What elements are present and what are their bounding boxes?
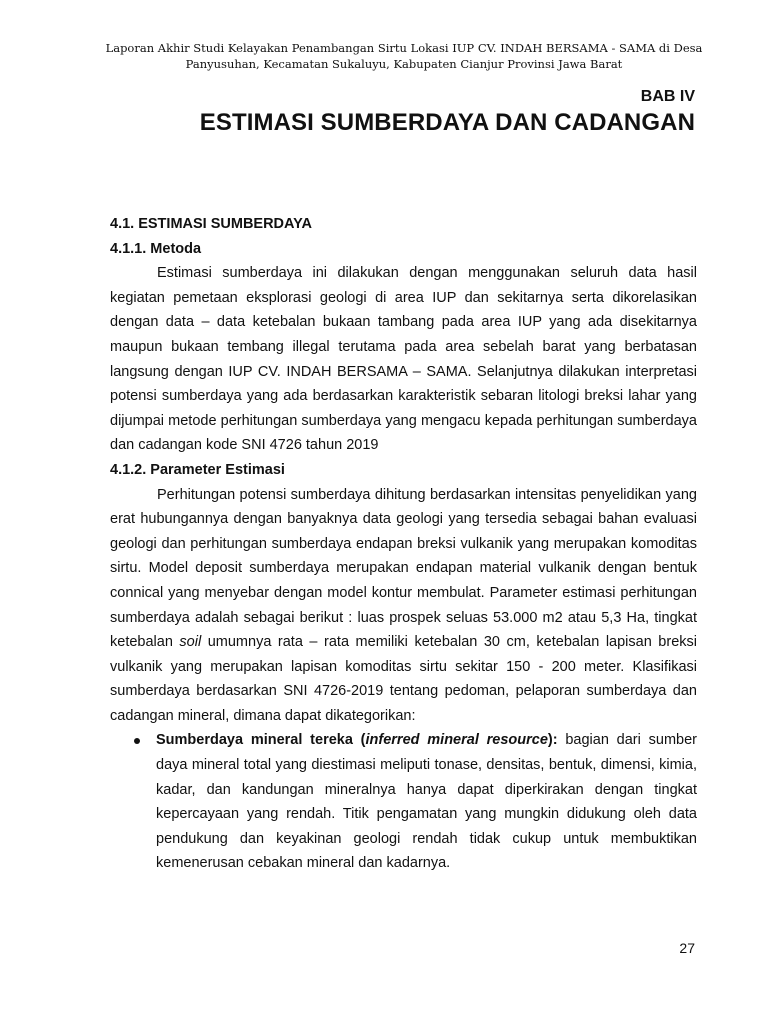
paragraph-parameter-italic-soil: soil bbox=[179, 634, 202, 651]
paragraph-parameter bbox=[110, 483, 697, 729]
paragraph-parameter-text-b: umumnya rata – rata memiliki ketebalan 30 cm, ketebalan lapisan breksi vulkanik yang merupakan lapisan komoditas sirtu sekitar 150 - 200 meter. Klasifikasi sumberdaya berdasarkan SNI 4726-2019 tentang pedoman, pelaporan sumberdaya dan cadangan mineral, dimana dapat dikategorikan: bbox=[110, 634, 697, 724]
bullet-icon bbox=[134, 738, 140, 744]
classification-list bbox=[110, 728, 697, 876]
running-header-line-2: Panyusuhan, Kecamatan Sukaluyu, Kabupaten Cianjur Provinsi Jawa Barat bbox=[185, 57, 623, 71]
paragraph-parameter-text-a: Perhitungan potensi sumberdaya dihitung berdasarkan intensitas penyelidikan yang erat hubungannya dengan banyaknya data geologi yang tersedia sebagai bahan evaluasi geologi dan perhitungan sumberdaya endapan breksi vulkanik yang merupakan komoditas sirtu. Model deposit sumberdaya merupakan endapan material vulkanik dengan bentuk connical yang menyebar dengan model kontur membulat. Parameter estimasi perhitungan sumberdaya adalah sebagai berikut : luas prospek seluas 53.000 m2 atau 5,3 Ha, tingkat ketebalan bbox=[110, 486, 697, 651]
list-item bbox=[110, 728, 697, 876]
document-body bbox=[110, 212, 697, 876]
page-number: 27 bbox=[679, 940, 695, 956]
paragraph-metoda: Estimasi sumberdaya ini dilakukan dengan menggunakan seluruh data hasil kegiatan pemetaan eksplorasi geologi di area IUP dan sekitarnya serta dikorelasikan dengan data – data ketebalan bukaan tambang pada area IUP yang ada disekitarnya maupun bukaan tembang illegal terutama pada area sebelah barat yang berbatasan langsung dengan IUP CV. INDAH BERSAMA – SAMA. Selanjutnya dilakukan interpretasi potensi sumberdaya yang ada berdasarkan karakteristik sebaran litologi breksi lahar yang dijumpai metode perhitungan sumberdaya yang mengacu kepada perhitungan sumberdaya dan cadangan kode SNI 4726 tahun 2019 bbox=[110, 265, 697, 454]
chapter-label: BAB IV bbox=[640, 88, 695, 105]
running-header bbox=[60, 40, 748, 72]
bullet-close-paren: ): bbox=[547, 732, 558, 749]
bullet-term: Sumberdaya mineral tereka bbox=[156, 732, 353, 749]
running-header-line-1: Laporan Akhir Studi Kelayakan Penambangan Sirtu Lokasi IUP CV. INDAH BERSAMA - SAMA di Desa bbox=[105, 41, 703, 55]
bullet-open-paren: ( bbox=[352, 732, 366, 749]
bullet-term-english: inferred mineral resource bbox=[365, 732, 548, 749]
section-heading: 4.1. ESTIMASI SUMBERDAYA bbox=[110, 216, 312, 232]
chapter-title: ESTIMASI SUMBERDAYA DAN CADANGAN bbox=[199, 109, 695, 136]
subsection-heading-metoda: 4.1.1. Metoda bbox=[110, 240, 202, 257]
bullet-text: bagian dari sumber daya mineral total yang diestimasi meliputi tonase, densitas, bentuk, dimensi, kimia, kadar, dan kandungan mineralnya hanya dapat diperkirakan dengan tingkat kepercayaan yang rendah. Titik pengamatan yang mungkin didukung oleh data pendukung dan keyakinan geologi rendah tidak cukup untuk membuktikan kemenerusan cebakan mineral dan kadarnya. bbox=[156, 732, 697, 872]
subsection-heading-parameter: 4.1.2. Parameter Estimasi bbox=[110, 461, 285, 478]
